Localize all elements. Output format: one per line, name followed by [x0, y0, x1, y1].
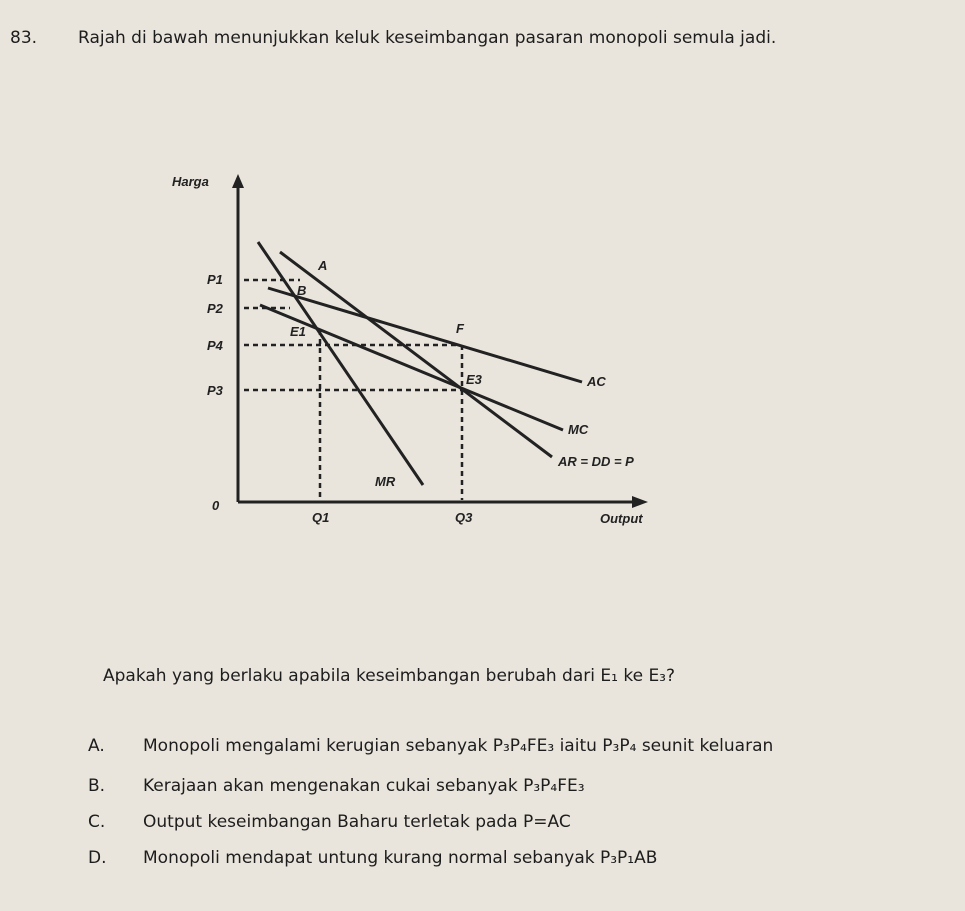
price-label: P1 — [207, 272, 223, 287]
option-letter: D. — [88, 848, 107, 868]
y-axis-arrow — [232, 174, 244, 188]
point-label: F — [456, 321, 464, 336]
prompt: Apakah yang berlaku apabila keseimbangan berubah dari E₁ ke E₃? — [103, 666, 676, 686]
price-label: P4 — [207, 338, 223, 353]
origin-label: 0 — [212, 498, 220, 513]
option-letter: C. — [88, 812, 106, 832]
x-axis-label: Output — [600, 511, 643, 526]
price-label: P2 — [207, 301, 223, 316]
x-axis-arrow — [632, 496, 648, 508]
ar-curve — [280, 252, 552, 457]
curve-label-ac: AC — [587, 374, 606, 389]
point-label: E1 — [290, 324, 306, 339]
option-letter: B. — [88, 776, 106, 796]
y-axis-label: Harga — [172, 174, 209, 189]
option-a: Monopoli mengalami kerugian sebanyak P₃P₄FE₃ iaitu P₃P₄ seunit keluaran — [143, 736, 774, 756]
curve-label-mc: MC — [568, 422, 589, 437]
question-number: 83. — [10, 28, 38, 48]
point-label: A — [318, 258, 328, 273]
curve-label-ar: AR = DD = P — [558, 454, 634, 469]
point-label: E3 — [466, 372, 482, 387]
option-b: Kerajaan akan mengenakan cukai sebanyak P₃P₄FE₃ — [143, 776, 585, 796]
curve-label-mr: MR — [375, 474, 396, 489]
question-text: Rajah di bawah menunjukkan keluk keseimbangan pasaran monopoli semula jadi. — [78, 28, 777, 48]
quantity-label: Q1 — [312, 510, 330, 525]
option-letter: A. — [88, 736, 105, 756]
option-c: Output keseimbangan Baharu terletak pada P=AC — [143, 812, 571, 832]
option-d: Monopoli mendapat untung kurang normal sebanyak P₃P₁AB — [143, 848, 658, 868]
ac-curve — [268, 288, 582, 382]
price-label: P3 — [207, 383, 223, 398]
point-label: B — [297, 283, 307, 298]
quantity-label: Q3 — [455, 510, 473, 525]
